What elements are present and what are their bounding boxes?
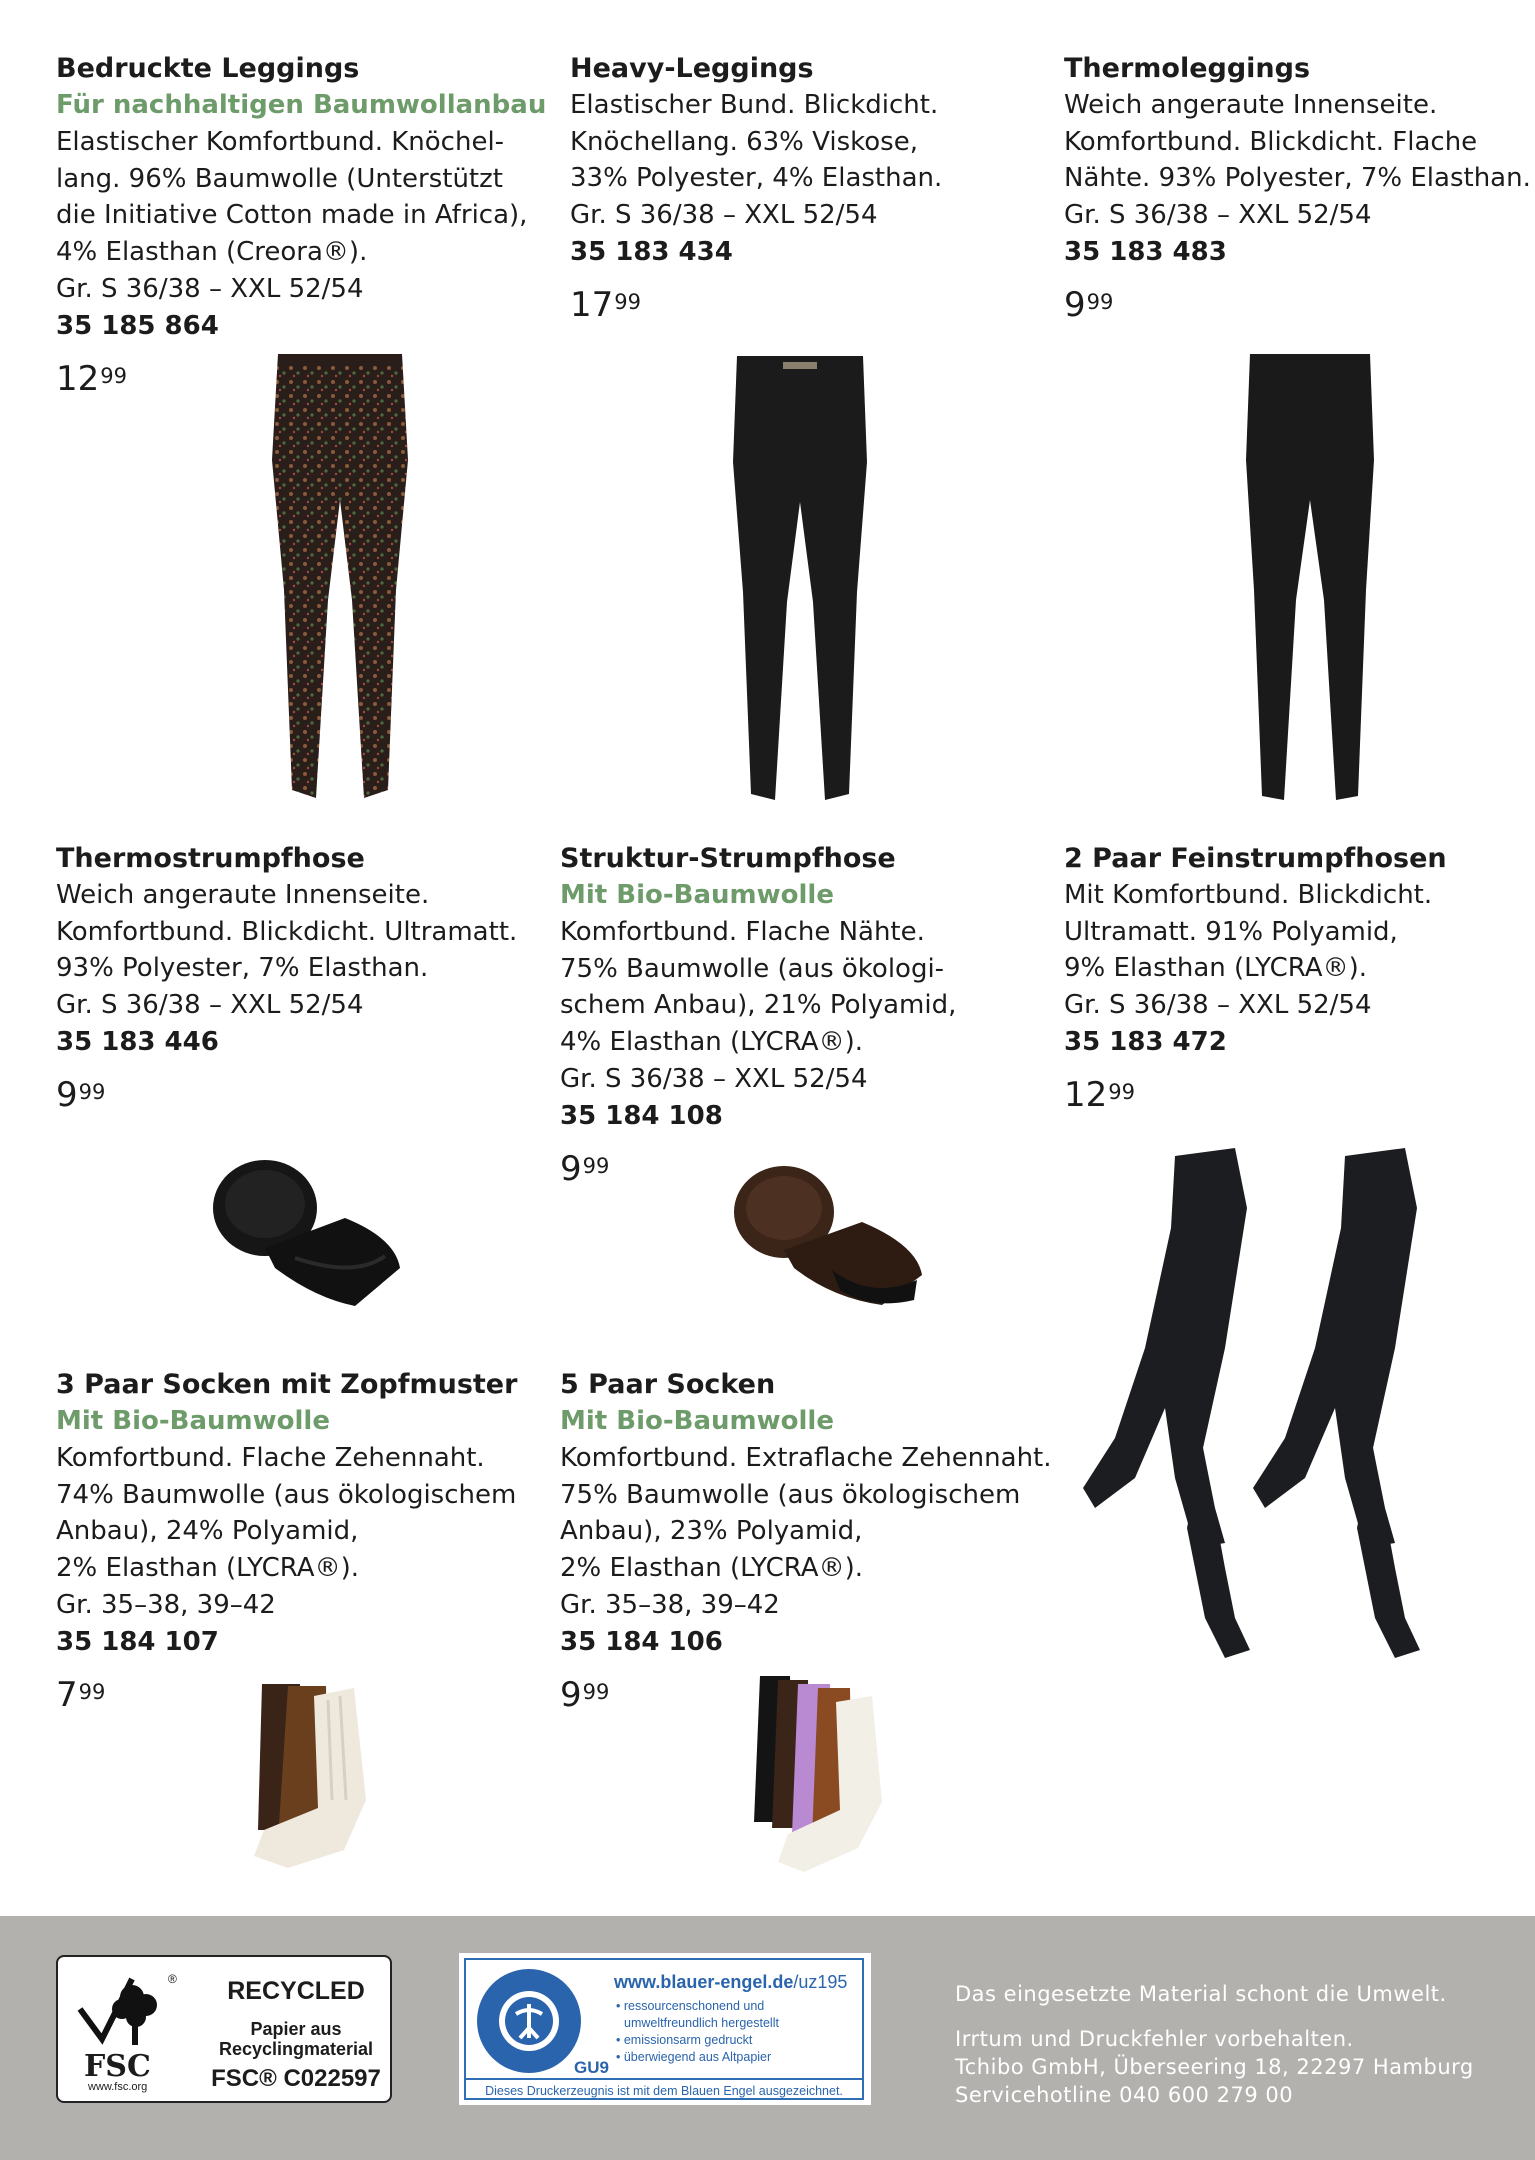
article-number: 35 184 107 (56, 1626, 219, 1657)
five-socks-image (748, 1672, 923, 1877)
product-title: 5 Paar Socken (560, 1369, 776, 1400)
fsc-tree-logo (72, 1969, 182, 2049)
blauer-engel-bullets: • ressourcenschonend und umweltfreundlich hergestellt • emissionsarm gedruckt • überwiegend aus Altpapier (616, 1999, 779, 2064)
price: $9^{99}$ (1064, 284, 1114, 325)
product-thermo-leggings (1064, 50, 1531, 325)
product-subtitle: Mit Bio-Baumwolle (560, 880, 834, 910)
structure-tights-image (722, 1150, 927, 1310)
product-description: Komfortbund. Flache Nähte. 75% Baumwolle (aus ökologi- schem Anbau), 21% Polyamid, 4% Elasthan (LYCRA®). Gr. S 36/38 – XXL 52/54 (560, 917, 957, 1094)
product-description: Komfortbund. Extraflache Zehennaht. 75% Baumwolle (aus ökologischem Anbau), 23% Polyamid, 2% Elasthan (LYCRA®). Gr. 35–38, 39–42 (560, 1443, 1052, 1620)
fsc-url: www.fsc.org (88, 2081, 148, 2093)
legal-note: Irrtum und Druckfehler vorbehalten. Tchibo GmbH, Überseering 18, 22297 Hamburg Servicehotline 040 600 279 00 (955, 2027, 1474, 2107)
product-description: Elastischer Bund. Blickdicht. Knöchellang. 63% Viskose, 33% Polyester, 4% Elasthan. Gr. S 36/38 – XXL 52/54 (570, 90, 943, 231)
svg-text:®: ® (168, 1972, 177, 1986)
product-description: Weich angeraute Innenseite. Komfortbund. Blickdicht. Flache Nähte. 93% Polyester, 7% Elasthan. Gr. S 36/38 – XXL 52/54 (1064, 90, 1531, 231)
article-number: 35 183 472 (1064, 1026, 1227, 1057)
article-number: 35 185 864 (56, 310, 219, 341)
product-five-socks (560, 1366, 1052, 1715)
article-number: 35 183 446 (56, 1026, 219, 1057)
product-title: Struktur-Strumpfhose (560, 843, 896, 874)
product-subtitle: Für nachhaltigen Baumwollanbau (56, 90, 547, 120)
product-printed-leggings (56, 50, 546, 399)
fine-tights-image (1075, 1148, 1515, 1668)
product-description: Komfortbund. Flache Zehennaht. 74% Baumwolle (aus ökologischem Anbau), 24% Polyamid, 2% Elasthan (LYCRA®). Gr. 35–38, 39–42 (56, 1443, 517, 1620)
article-number: 35 183 483 (1064, 236, 1227, 267)
article-number: 35 184 106 (560, 1626, 723, 1657)
fsc-paper-label: Papier aus Recyclingmaterial (218, 2019, 374, 2059)
fsc-letters: FSC (84, 2049, 151, 2084)
blauer-engel-note: Dieses Druckerzeugnis ist mit dem Blauen Engel ausgezeichnet. (466, 2078, 862, 2102)
product-description: Weich angeraute Innenseite. Komfortbund. Blickdicht. Ultramatt. 93% Polyester, 7% Elasthan. Gr. S 36/38 – XXL 52/54 (56, 880, 518, 1021)
product-cable-socks (56, 1366, 517, 1715)
blauer-engel-label (459, 1953, 871, 2105)
fsc-label (56, 1955, 392, 2103)
product-heavy-leggings (570, 50, 942, 325)
price: $17^{99}$ (570, 284, 641, 325)
thermo-leggings-image (1240, 350, 1380, 805)
price: $12^{99}$ (56, 358, 127, 399)
price: $12^{99}$ (1064, 1074, 1135, 1115)
price: $9^{99}$ (560, 1148, 610, 1189)
product-fine-tights (1064, 840, 1447, 1115)
blauer-engel-gu9: GU9 (574, 2058, 609, 2077)
article-number: 35 184 108 (560, 1100, 723, 1131)
thermo-tights-image (205, 1148, 405, 1313)
product-title: Heavy-Leggings (570, 53, 814, 84)
price: $7^{99}$ (56, 1674, 106, 1715)
article-number: 35 183 434 (570, 236, 733, 267)
product-title: Thermoleggings (1064, 53, 1311, 84)
product-title: Bedruckte Leggings (56, 53, 360, 84)
product-structure-tights (560, 840, 956, 1189)
printed-leggings-image (260, 350, 420, 805)
fsc-code: FSC® C022597 (211, 2065, 381, 2092)
product-title: 3 Paar Socken mit Zopfmuster (56, 1369, 518, 1400)
product-subtitle: Mit Bio-Baumwolle (560, 1406, 834, 1436)
environment-note: Das eingesetzte Material schont die Umwelt. (955, 1982, 1447, 2006)
price: $9^{99}$ (560, 1674, 610, 1715)
product-thermo-tights (56, 840, 517, 1115)
product-title: 2 Paar Feinstrumpfhosen (1064, 843, 1447, 874)
fsc-recycled-label: RECYCLED (227, 1977, 365, 2005)
product-title: Thermostrumpfhose (56, 843, 365, 874)
blauer-engel-seal (474, 1966, 584, 2076)
heavy-leggings-image (725, 352, 875, 807)
product-description: Elastischer Komfortbund. Knöchel- lang. 96% Baumwolle (Unterstützt die Initiative Cotton made in Africa), 4% Elasthan (Creora®). Gr. S 36/38 – XXL 52/54 (56, 127, 528, 304)
blauer-engel-url: www.blauer-engel.de/uz195 (614, 1972, 848, 1992)
product-subtitle: Mit Bio-Baumwolle (56, 1406, 330, 1436)
price: $9^{99}$ (56, 1074, 106, 1115)
product-description: Mit Komfortbund. Blickdicht. Ultramatt. 91% Polyamid, 9% Elasthan (LYCRA®). Gr. S 36/38 – XXL 52/54 (1064, 880, 1433, 1021)
cable-socks-image (248, 1680, 398, 1880)
